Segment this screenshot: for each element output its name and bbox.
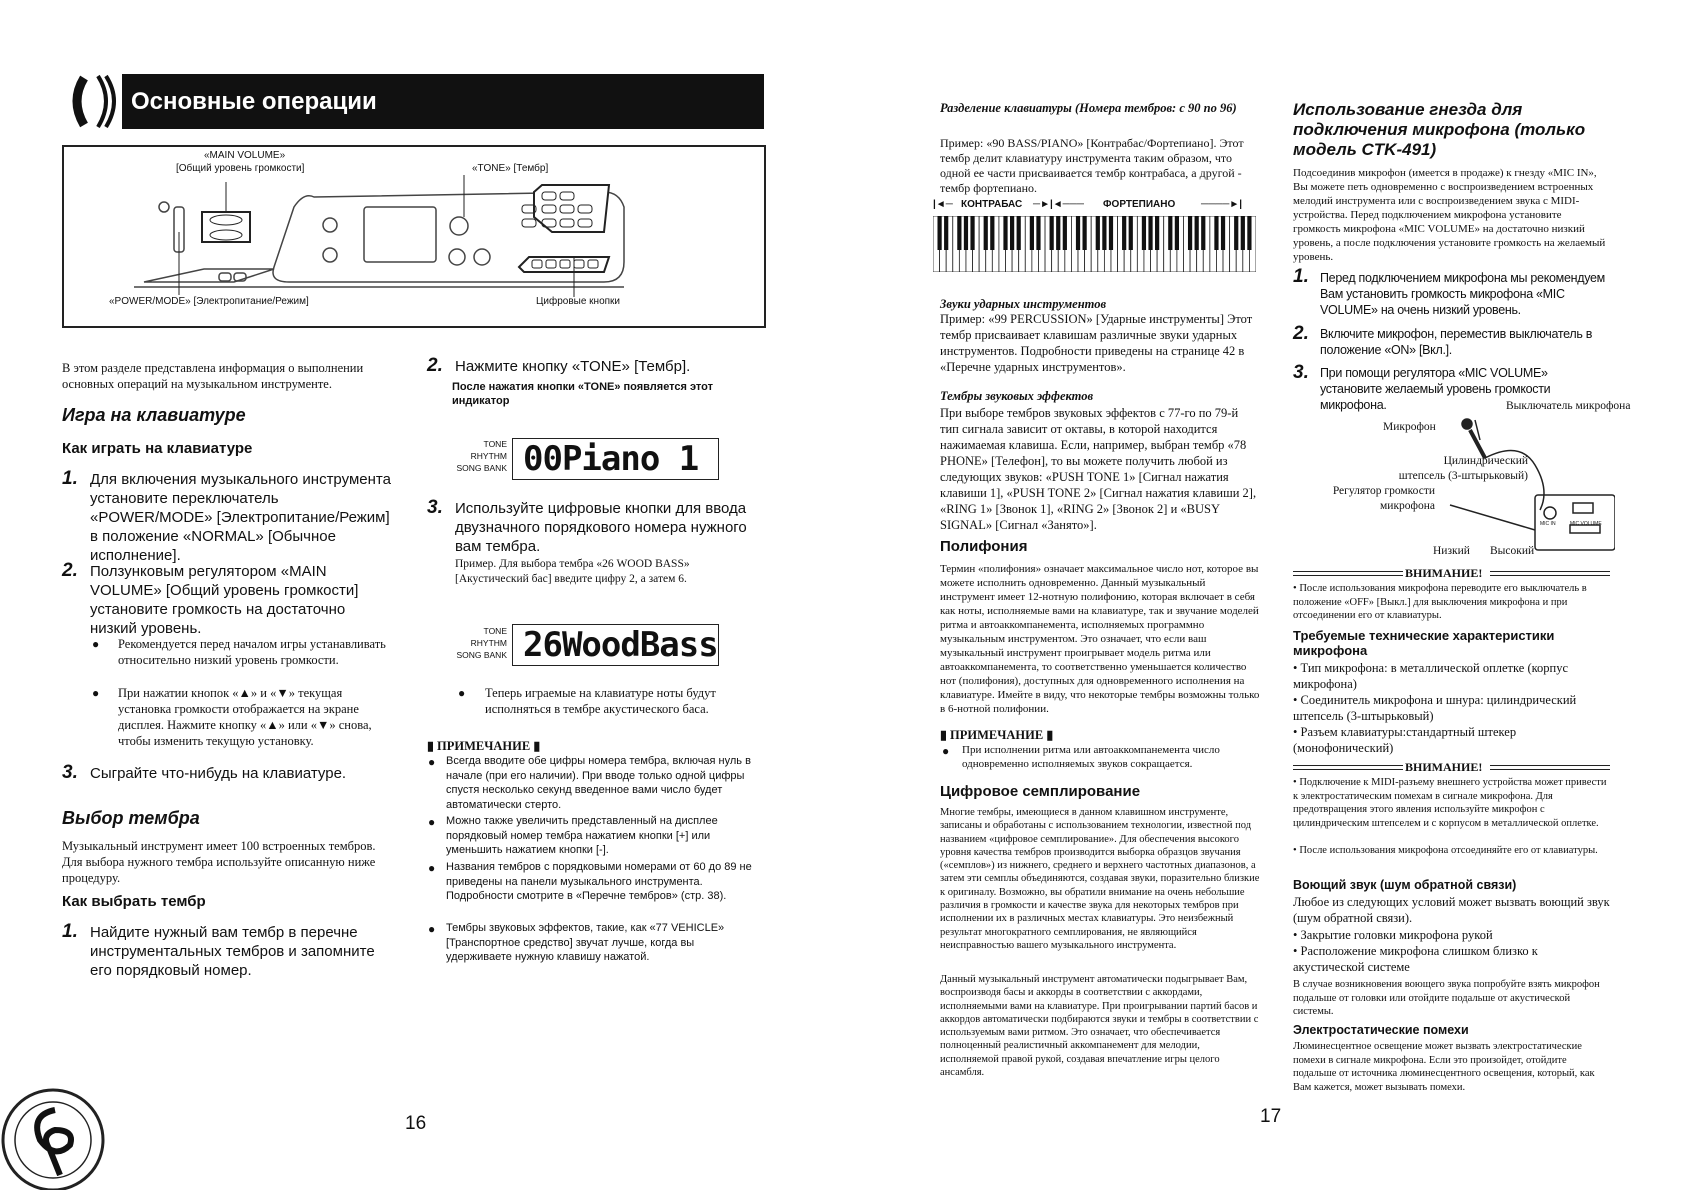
- howl-heading: Воющий звук (шум обратной связи): [1293, 878, 1517, 892]
- black-key: [1195, 216, 1199, 250]
- percussion-text: Пример: «99 PERCUSSION» [Ударные инструменты] Этот тембр присваивает клавишам различные звуки ударных инструментов. Подробности приведены на странице 42 в «Перечне ударных инструментов».: [940, 312, 1253, 374]
- requirement-item: • Тип микрофона: в металлической оплетке (корпус микрофона): [1293, 661, 1569, 691]
- black-key: [1175, 216, 1179, 250]
- fig-micvol-label: MIC VOLUME: [1570, 521, 1602, 527]
- fig-plug-label: Цилиндрический штепсель (3-штырьковый): [1398, 455, 1528, 482]
- polyphony-text: Термин «полифония» означает максимальное число нот, которое вы можете исполнить одновременно. Данный музыкальный инструмент имеет 12-нотную полифонию, которая включает в себя как ноты, исполняемые вами на клавиатуре, так и звучание моделей ритма и автоаккомпанемента, исполняемых программно музыкальным инструментом. Это означает, что если ваш музыкальный инструмент проигрывает модель ритма или автоаккомпанемента, то соответственно уменьшается количество нот (полифония), доступных для одновременного исполнения на клавиатуре. Имейте в виду, что некоторые тембры возможны только в 6-нотной полифонии.: [940, 563, 1260, 715]
- lcd-caption: После нажатия кнопки «TONE» появляется этот индикатор: [452, 381, 714, 407]
- split-heading: Разделение клавиатуры (Номера тембров: с 90 по 96): [940, 101, 1237, 115]
- digit-buttons-label: Цифровые кнопки: [536, 296, 621, 307]
- attention-text: • После использования микрофона переводите его выключатель в положение «OFF» [Выкл.] для выключения микрофона и при отсоединении его от клавиатуры.: [1293, 583, 1587, 621]
- attention-text: • Подключение к MIDI-разъему внешнего устройства может привести к электростатическим помехам в сигнале микрофона. Для предотвращения этого явления используйте микрофон с цилиндрическим штепселем и с корпусом в металлической оплетке.: [1293, 777, 1607, 829]
- step-text: Используйте цифровые кнопки для ввода двузначного порядкового номера нужного вам тембра.: [455, 500, 747, 555]
- bullet-text: Рекомендуется перед началом игры устанавливать относительно низкий уровень громкости.: [118, 637, 386, 667]
- black-key: [1096, 216, 1100, 250]
- page-number-right: 17: [1260, 1106, 1282, 1127]
- step-number: 3.: [62, 762, 78, 783]
- sampling-heading: Цифровое семплирование: [940, 783, 1141, 800]
- step-text: Ползунковым регулятором «MAIN VOLUME» [Общий уровень громкости] установите громкость на достаточно низкий уровень.: [90, 563, 359, 637]
- step-text: Включите микрофон, переместив выключатель в положение «ON» [Вкл.].: [1320, 327, 1593, 357]
- black-key: [1017, 216, 1021, 250]
- fig-switch-label: Выключатель микрофона: [1506, 400, 1631, 412]
- black-key: [964, 216, 968, 250]
- power-mode-label: «POWER/MODE» [Электропитание/Режим]: [109, 296, 309, 307]
- black-key: [944, 216, 948, 250]
- main-volume-ru-label: [Общий уровень громкости]: [176, 163, 305, 174]
- black-key: [1122, 216, 1126, 250]
- divider: [1293, 765, 1403, 770]
- tone-select-intro: Музыкальный инструмент имеет 100 встроенных тембров. Для выбора нужного тембра используйте описанную ниже процедуру.: [62, 839, 376, 885]
- step-number: 3.: [427, 497, 443, 518]
- sampling-text-2: Данный музыкальный инструмент автоматически подыгрывает Вам, воспроизводя басы и аккорды в соответствии с аккордами, исполняемыми вами на клавиатуре. При проигрывании партий басов и аккордов автоматически подбираются звуки и тембры в соответствии с используемым вами ритмом. Это означает, что обеспечивается полноценный реалистичный аккомпанемент для мелодии, исполняемой правой рукой, создавая впечатление игры целого ансамбля.: [940, 974, 1259, 1079]
- bullet-text: При нажатии кнопок «▲» и «▼» текущая установка громкости отображается на экране дисплея. Нажмите кнопку «▲» или «▼» снова, чтобы изменить текущую установку.: [118, 686, 372, 748]
- black-key: [1221, 216, 1225, 250]
- note-item: Можно также увеличить представленный на дисплее порядковый номер тембра нажатием кнопки [+] или уменьшить нажатием кнопки [-].: [446, 815, 718, 856]
- howl-item: • Расположение микрофона слишком близко к акустической системе: [1293, 944, 1538, 974]
- bullet-icon: ●: [92, 637, 100, 651]
- header-bracket-icon: [62, 74, 122, 129]
- black-key: [1241, 216, 1245, 250]
- step-number: 1.: [1293, 266, 1309, 287]
- note-item: Всегда вводите обе цифры номера тембра, включая нуль в начале (при его наличии). При вводе только одной цифры спустя несколько секунд введенное вами число будет автоматически стерто.: [446, 755, 751, 811]
- black-key: [1214, 216, 1218, 250]
- black-key: [1063, 216, 1067, 250]
- note-item: Тембры звуковых эффектов, такие, как «77 VEHICLE» [Транспортное средство] звучат лучше, когда вы удерживаете нужную клавишу нажатой.: [446, 922, 725, 963]
- example-text: Пример. Для выбора тембра «26 WOOD BASS» [Акустический бас] введите цифру 2, а затем 6.: [455, 558, 690, 585]
- black-key: [937, 216, 941, 250]
- fx-text: При выборе тембров звуковых эффектов с 77-го по 79-й тип сигнала зависит от октавы, в которой находится нажимаемая клавиша. Если, например, выбран тембр «78 PHONE» [Телефон], то вы можете получить любой из следующих звуков: «PUSH TONE 1» [Сигнал нажатия клавиши 1], «PUSH TONE 2» [Сигнал нажатия клавиши 2], «RING 1» [Звонок 1], «RING 2» [Звонок 2] и «BUSY SIGNAL» [Сигнал «Занято»].: [940, 406, 1257, 532]
- section-heading-tone-select: Выбор тембра: [62, 808, 200, 828]
- requirement-item: • Разъем клавиатуры:стандартный штекер (монофонический): [1293, 725, 1517, 755]
- step-text: Для включения музыкального инструмента установите переключатель «POWER/MODE» [Электропитание/Режим] в положение «NORMAL» [Обычное исполнение].: [90, 471, 391, 564]
- howl-tip: В случае возникновения воющего звука попробуйте взять микрофон подальше от головки или отойдите подальше от акустической системы.: [1293, 979, 1600, 1017]
- bullet-icon: ●: [942, 744, 950, 758]
- step-text: Сыграйте что-нибудь на клавиатуре.: [90, 765, 347, 782]
- fig-regulator-label: Регулятор громкости микрофона: [1332, 485, 1435, 512]
- black-key: [1003, 216, 1007, 250]
- intro-text: В этом разделе представлена информация о выполнении основных операций на музыкальном инструменте.: [62, 361, 364, 391]
- black-key: [1201, 216, 1205, 250]
- bullet-icon: ●: [428, 861, 436, 875]
- fig-low-label: Низкий: [1433, 545, 1470, 557]
- sampling-text: Многие тембры, имеющиеся в данном клавишном инструменте, записаны и обработаны с использованием технологии, известной под названием «цифровое семплирование». Для обеспечения высокого уровня качества тембров производится выборка образцов звучания («семплов») из нижнего, среднего и верхнего частотных диапазонов, а затем эти семплы объединяются, создавая звуки, поразительно близкие к оригиналу. Возможно, вы обратили внимание на очень небольшие различия в громкости и качестве звука для некоторых тембров при исполнении их в различных местах клавиатуры. Это неизбежный результат многократного семплирования, не являющийся неисправностью вашего музыкального инструмента.: [940, 807, 1260, 951]
- black-key: [1148, 216, 1152, 250]
- black-key: [1247, 216, 1251, 250]
- tone-label: «TONE» [Тембр]: [472, 163, 549, 174]
- note-heading: ▮ ПРИМЕЧАНИЕ ▮: [940, 728, 1054, 742]
- step-number: 1.: [62, 921, 78, 942]
- note-heading: ▮ ПРИМЕЧАНИЕ ▮: [427, 739, 541, 753]
- piano-keyboard-illustration: [933, 216, 1256, 272]
- black-key: [1102, 216, 1106, 250]
- keyboard-panel-diagram: [62, 145, 766, 328]
- subheading-how-to-play: Как играть на клавиатуре: [62, 440, 253, 457]
- black-key: [1142, 216, 1146, 250]
- electrostatic-text: Люминесцентное освещение может вызвать электростатические помехи в сигнале микрофона. Если это произойдет, отойдите подальше от источника люминесцентного освещения, который, как Вам кажется, может вызывать помехи.: [1293, 1041, 1595, 1093]
- bullet-icon: ●: [428, 755, 436, 769]
- step-text: При помощи регулятора «MIC VOLUME» установите желаемый уровень громкости микрофона.: [1320, 366, 1551, 412]
- black-key: [957, 216, 961, 250]
- attention-heading: ВНИМАНИЕ!: [1405, 566, 1483, 580]
- step-number: 2.: [62, 560, 78, 581]
- bullet-icon: ●: [428, 815, 436, 829]
- howl-item: • Закрытие головки микрофона рукой: [1293, 928, 1493, 942]
- mic-heading: Использование гнезда для подключения микрофона (только модель CTK-491): [1293, 100, 1586, 159]
- page-number-left: 16: [405, 1113, 427, 1134]
- black-key: [1056, 216, 1060, 250]
- split-text: Пример: «90 BASS/PIANO» [Контрабас/Фортепиано]. Этот тембр делит клавиатуру инструмента таким образом, что одной ее части присваивается тембр контрабаса, а другой - тембр фортепиано.: [940, 136, 1244, 195]
- black-key: [970, 216, 974, 250]
- step-text: Найдите нужный вам тембр в перечне инструментальных тембров и запомните его порядковый номер.: [90, 924, 375, 979]
- bullet-text: Теперь играемые на клавиатуре ноты будут исполняться в тембре акустического баса.: [485, 686, 716, 716]
- step-number: 2.: [1293, 323, 1309, 344]
- lcd-side-labels: TONE RHYTHM SONG BANK: [456, 439, 507, 473]
- howl-text: Любое из следующих условий может вызвать воющий звук (шум обратной связи).: [1293, 895, 1610, 925]
- step-number: 2.: [427, 355, 443, 376]
- lcd-display-piano: 00Piano 1: [512, 438, 719, 480]
- livemusic-logo-icon: [0, 1085, 107, 1190]
- attention-heading: ВНИМАНИЕ!: [1405, 760, 1483, 774]
- requirements-heading: Требуемые технические характеристики микрофона: [1293, 628, 1555, 658]
- step-text: Нажмите кнопку «TONE» [Тембр].: [455, 358, 691, 375]
- fig-mic-label: Микрофон: [1383, 421, 1436, 433]
- mic-intro: Подсоединив микрофон (имеется в продаже) к гнезду «MIC IN», Вы можете петь одновременно с воспроизведением встроенных мелодий инструмента или с воспроизведением звука с MIDI-устройства. Перед подключением микрофона установите громкость микрофона «MIC VOLUME» на достаточно низкий уровень, а после подключения установите громкость на желаемый уровень.: [1293, 167, 1606, 263]
- step-number: 1.: [62, 468, 78, 489]
- black-key: [1188, 216, 1192, 250]
- black-key: [1030, 216, 1034, 250]
- note-item: Названия тембров с порядковыми номерами от 60 до 89 не приведены на панели музыкального инструмента. Подробности смотрите в «Перечне тембров» (стр. 38).: [446, 861, 752, 902]
- bullet-icon: ●: [92, 686, 100, 700]
- black-key: [984, 216, 988, 250]
- step-number: 3.: [1293, 362, 1309, 383]
- lcd-side-labels: TONE RHYTHM SONG BANK: [456, 626, 507, 660]
- page-title: Основные операции: [131, 88, 377, 115]
- black-key: [990, 216, 994, 250]
- electrostatic-heading: Электростатические помехи: [1293, 1023, 1469, 1037]
- divider: [1490, 765, 1610, 770]
- attention-text: • После использования микрофона отсоединяйте его от клавиатуры.: [1293, 845, 1598, 856]
- fig-high-label: Высокий: [1490, 545, 1535, 557]
- black-key: [1155, 216, 1159, 250]
- black-key: [1083, 216, 1087, 250]
- fx-heading: Тембры звуковых эффектов: [940, 389, 1094, 403]
- black-key: [1050, 216, 1054, 250]
- keyboard-split-labels: |◄─ КОНТРАБАС ─►|◄─── ФОРТЕПИАНО ────►|: [933, 199, 1243, 210]
- bullet-icon: ●: [458, 686, 466, 700]
- black-key: [1036, 216, 1040, 250]
- percussion-heading: Звуки ударных инструментов: [940, 297, 1107, 311]
- black-key: [1168, 216, 1172, 250]
- black-key: [1010, 216, 1014, 250]
- fig-micin-label: MIC IN: [1540, 521, 1556, 527]
- note-item: При исполнении ритма или автоаккомпанемента число одновременно исполняемых звуков сокращается.: [962, 744, 1220, 770]
- bullet-icon: ●: [428, 922, 436, 936]
- section-heading-playing: Игра на клавиатуре: [62, 405, 246, 425]
- divider: [1293, 571, 1403, 576]
- polyphony-heading: Полифония: [940, 538, 1028, 555]
- black-key: [1129, 216, 1133, 250]
- requirement-item: • Соединитель микрофона и шнура: цилиндрический штепсель (3-штырьковый): [1293, 693, 1577, 723]
- lcd-display-woodbass: 26WoodBass: [512, 624, 719, 666]
- black-key: [1234, 216, 1238, 250]
- step-text: Перед подключением микрофона мы рекомендуем Вам установить громкость микрофона «MIC VOLUME» на очень низкий уровень.: [1320, 271, 1605, 317]
- black-key: [1109, 216, 1113, 250]
- divider: [1490, 571, 1610, 576]
- main-volume-label: «MAIN VOLUME»: [204, 150, 286, 161]
- black-key: [1076, 216, 1080, 250]
- subheading-how-to-select: Как выбрать тембр: [62, 893, 206, 910]
